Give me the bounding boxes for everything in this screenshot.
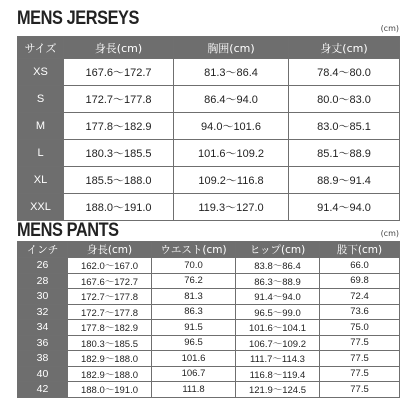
jerseys-table-row xyxy=(18,167,400,194)
pants-size-cell: 32 xyxy=(18,304,68,320)
jerseys-value-cell: 83.0～85.1 xyxy=(289,113,400,140)
pants-header-inch: インチ xyxy=(18,242,68,258)
jerseys-value-cell: 167.6～172.7 xyxy=(64,59,174,86)
jerseys-value-cell: 81.3～86.4 xyxy=(174,59,289,86)
pants-value-cell: 72.4 xyxy=(320,289,400,305)
jerseys-unit: (cm) xyxy=(380,24,399,33)
pants-header-row xyxy=(18,242,400,258)
pants-value-cell: 111.7～114.3 xyxy=(236,351,320,367)
jerseys-value-cell: 91.4～94.0 xyxy=(289,194,400,221)
jerseys-header-length: 身丈(cm) xyxy=(289,37,400,59)
jerseys-header-size: サイズ xyxy=(18,37,64,59)
jerseys-size-cell: S xyxy=(18,86,64,113)
jerseys-size-cell: XXL xyxy=(18,194,64,221)
pants-table-row xyxy=(18,258,400,274)
pants-table-body xyxy=(18,258,400,398)
pants-value-cell: 111.8 xyxy=(152,382,236,398)
jerseys-value-cell: 188.0～191.0 xyxy=(64,194,174,221)
pants-unit: (cm) xyxy=(380,229,399,238)
jerseys-value-cell: 172.7～177.8 xyxy=(64,86,174,113)
pants-header-inseam: 股下(cm) xyxy=(320,242,400,258)
pants-size-table xyxy=(17,241,400,398)
jerseys-table-row xyxy=(18,59,400,86)
jerseys-value-cell: 109.2～116.8 xyxy=(174,167,289,194)
jerseys-value-cell: 86.4～94.0 xyxy=(174,86,289,113)
pants-value-cell: 177.8～182.9 xyxy=(68,320,152,336)
pants-value-cell: 101.6 xyxy=(152,351,236,367)
pants-size-cell: 38 xyxy=(18,351,68,367)
jerseys-size-cell: L xyxy=(18,140,64,167)
pants-value-cell: 96.5 xyxy=(152,335,236,351)
jerseys-table-row xyxy=(18,140,400,167)
pants-value-cell: 77.5 xyxy=(320,382,400,398)
pants-header-height: 身長(cm) xyxy=(68,242,152,258)
pants-value-cell: 83.8～86.4 xyxy=(236,258,320,274)
jerseys-value-cell: 94.0～101.6 xyxy=(174,113,289,140)
pants-value-cell: 96.5～99.0 xyxy=(236,304,320,320)
jerseys-table-body xyxy=(18,59,400,221)
pants-value-cell: 70.0 xyxy=(152,258,236,274)
pants-value-cell: 91.4～94.0 xyxy=(236,289,320,305)
pants-value-cell: 182.9～188.0 xyxy=(68,351,152,367)
jerseys-header-chest: 胸囲(cm) xyxy=(174,37,289,59)
jerseys-value-cell: 101.6～109.2 xyxy=(174,140,289,167)
pants-value-cell: 76.2 xyxy=(152,273,236,289)
jerseys-size-table xyxy=(17,36,400,221)
pants-value-cell: 101.6～104.1 xyxy=(236,320,320,336)
jerseys-value-cell: 85.1～88.9 xyxy=(289,140,400,167)
pants-table-row xyxy=(18,351,400,367)
jerseys-value-cell: 180.3～185.5 xyxy=(64,140,174,167)
jerseys-value-cell: 80.0～83.0 xyxy=(289,86,400,113)
pants-value-cell: 86.3～88.9 xyxy=(236,273,320,289)
pants-value-cell: 86.3 xyxy=(152,304,236,320)
pants-table-row xyxy=(18,289,400,305)
pants-value-cell: 172.7～177.8 xyxy=(68,289,152,305)
jerseys-table-row xyxy=(18,113,400,140)
pants-table-row xyxy=(18,273,400,289)
pants-table-row xyxy=(18,382,400,398)
pants-value-cell: 77.5 xyxy=(320,335,400,351)
pants-value-cell: 180.3～185.5 xyxy=(68,335,152,351)
pants-value-cell: 162.0～167.0 xyxy=(68,258,152,274)
pants-value-cell: 69.8 xyxy=(320,273,400,289)
pants-size-cell: 28 xyxy=(18,273,68,289)
jerseys-title: MENS JERSEYS xyxy=(17,8,139,29)
pants-value-cell: 77.5 xyxy=(320,351,400,367)
pants-value-cell: 106.7 xyxy=(152,366,236,382)
jerseys-value-cell: 119.3～127.0 xyxy=(174,194,289,221)
pants-header-waist: ウエスト(cm) xyxy=(152,242,236,258)
pants-value-cell: 81.3 xyxy=(152,289,236,305)
pants-size-cell: 40 xyxy=(18,366,68,382)
pants-size-cell: 36 xyxy=(18,335,68,351)
pants-size-cell: 34 xyxy=(18,320,68,336)
jerseys-size-cell: XL xyxy=(18,167,64,194)
pants-value-cell: 73.6 xyxy=(320,304,400,320)
pants-value-cell: 182.9～188.0 xyxy=(68,366,152,382)
pants-value-cell: 116.8～119.4 xyxy=(236,366,320,382)
jerseys-header-row xyxy=(18,37,400,59)
pants-table-row xyxy=(18,304,400,320)
pants-value-cell: 77.5 xyxy=(320,366,400,382)
jerseys-value-cell: 78.4～80.0 xyxy=(289,59,400,86)
pants-value-cell: 172.7～177.8 xyxy=(68,304,152,320)
pants-table-row xyxy=(18,335,400,351)
pants-size-cell: 42 xyxy=(18,382,68,398)
pants-value-cell: 121.9～124.5 xyxy=(236,382,320,398)
jerseys-table-row xyxy=(18,86,400,113)
pants-value-cell: 188.0～191.0 xyxy=(68,382,152,398)
jerseys-size-cell: XS xyxy=(18,59,64,86)
pants-size-cell: 26 xyxy=(18,258,68,274)
jerseys-value-cell: 185.5～188.0 xyxy=(64,167,174,194)
jerseys-value-cell: 177.8～182.9 xyxy=(64,113,174,140)
pants-header-hip: ヒップ(cm) xyxy=(236,242,320,258)
jerseys-header-height: 身長(cm) xyxy=(64,37,174,59)
pants-value-cell: 167.6～172.7 xyxy=(68,273,152,289)
jerseys-value-cell: 88.9～91.4 xyxy=(289,167,400,194)
pants-table-row xyxy=(18,320,400,336)
pants-title: MENS PANTS xyxy=(17,220,119,241)
pants-value-cell: 66.0 xyxy=(320,258,400,274)
pants-value-cell: 75.0 xyxy=(320,320,400,336)
jerseys-table-row xyxy=(18,194,400,221)
pants-value-cell: 91.5 xyxy=(152,320,236,336)
pants-table-row xyxy=(18,366,400,382)
jerseys-size-cell: M xyxy=(18,113,64,140)
pants-value-cell: 106.7～109.2 xyxy=(236,335,320,351)
pants-size-cell: 30 xyxy=(18,289,68,305)
